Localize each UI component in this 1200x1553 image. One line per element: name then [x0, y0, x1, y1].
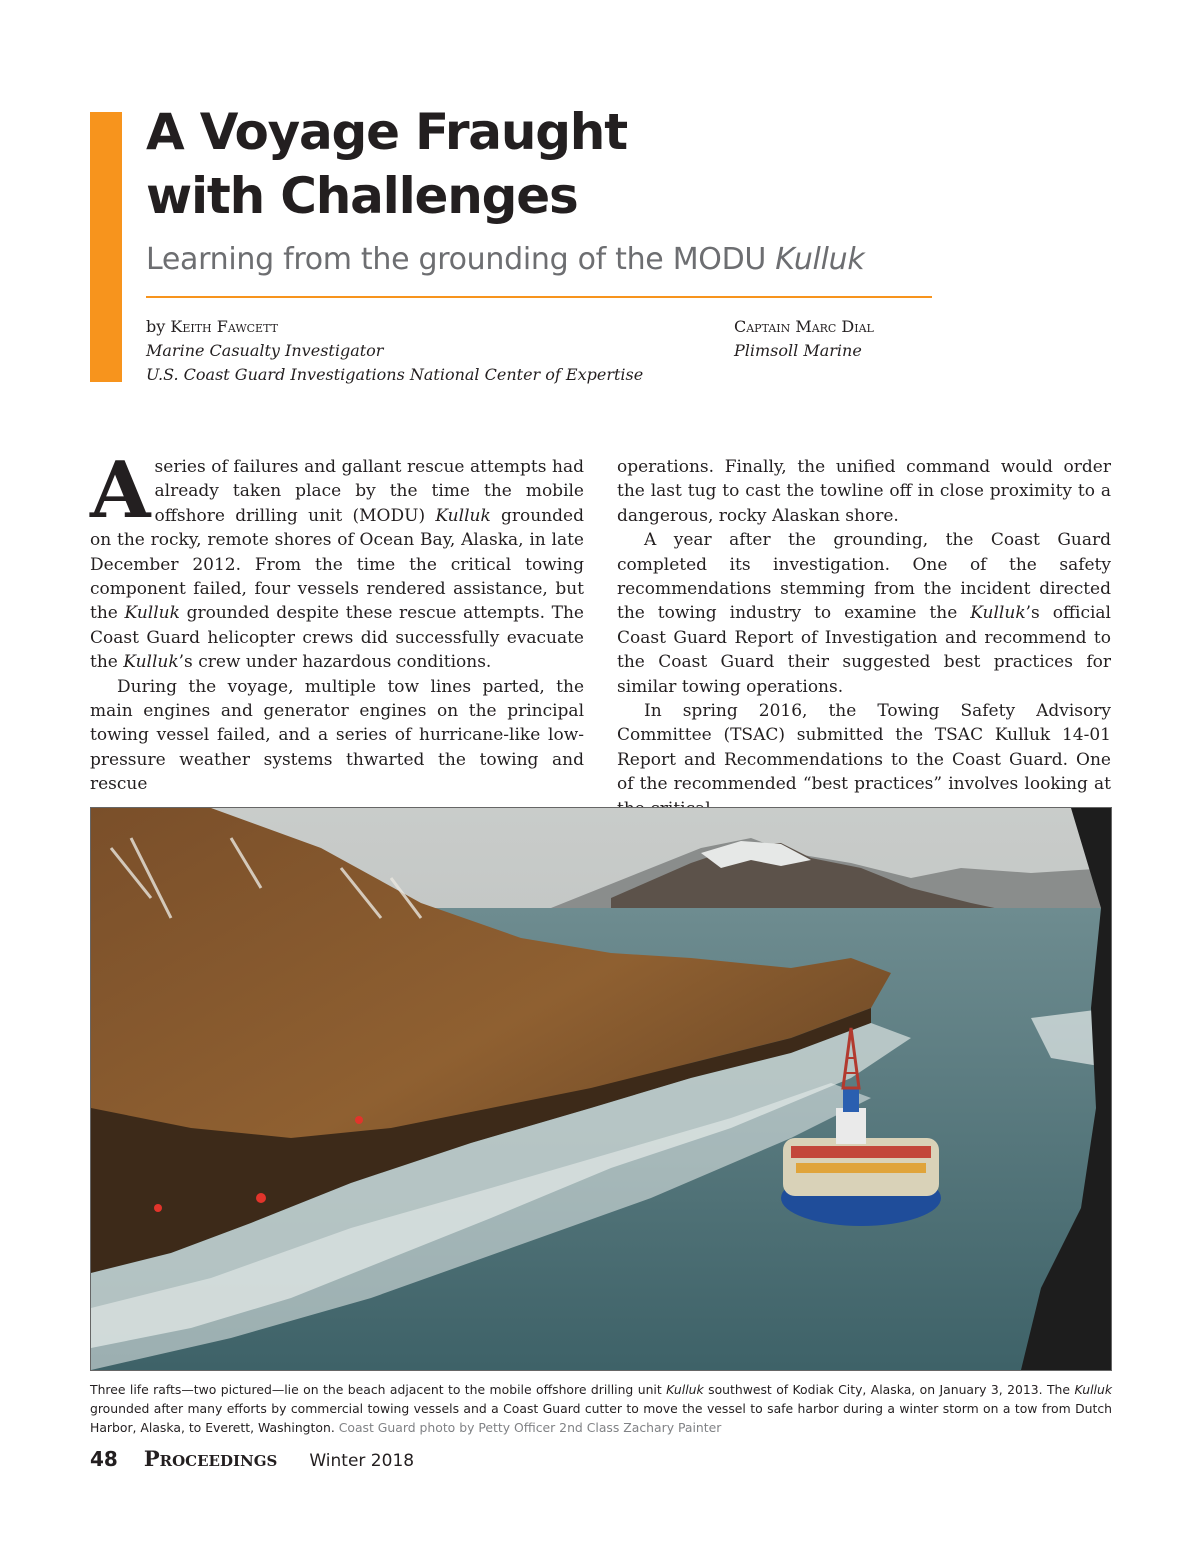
author-1-name: Keith Fawcett: [170, 317, 278, 336]
byline-by: by: [146, 317, 171, 336]
p1-vessel-3: Kulluk: [123, 652, 179, 673]
drop-cap: A: [90, 445, 151, 536]
title-line-1: A Voyage Fraught: [146, 103, 627, 161]
caption-text-c: grounded after many efforts by commercial towing vessels and a Coast Guard cutter to move the vessel to safe harbor during a winter storm on a tow from Dutch Harbor, Alaska, to Everett, Washington.: [90, 1401, 1112, 1435]
accent-bar: [90, 112, 122, 382]
p1-text-d: ’s crew under hazardous conditions.: [178, 652, 492, 673]
p4-text-b: ’s official Coast Guard Report of Investigation and recommend to the Coast Guard their suggested best practices for similar towing operations.: [617, 603, 1111, 697]
publication-name: Proceedings: [143, 1446, 278, 1471]
body-column-left: [90, 445, 585, 797]
title-rule: [146, 296, 932, 298]
author-2-name: Captain Marc Dial: [734, 317, 874, 336]
article-title: [146, 100, 627, 228]
caption-text-b: southwest of Kodiak City, Alaska, on January 3, 2013. The: [703, 1382, 1075, 1397]
article-subtitle: [146, 240, 864, 280]
paragraph-2: During the voyage, multiple tow lines parted, the main engines and generator engines on the principal towing vessel failed, and a series of hurricane-like low-pressure weather systems thwarted the towing and rescue: [90, 676, 584, 795]
subtitle-vessel-name: Kulluk: [775, 242, 865, 277]
issue-date: Winter 2018: [309, 1451, 415, 1471]
byline-author-2: [734, 315, 874, 363]
caption-text-a: Three life rafts—two pictured—lie on the beach adjacent to the mobile offshore drilling unit: [90, 1382, 667, 1397]
author-2-org: Plimsoll Marine: [734, 341, 862, 360]
caption-vessel-1: Kulluk: [666, 1382, 704, 1397]
p1-text-b: grounded on the rocky, remote shores of Ocean Bay, Alaska, in late December 2012. From the time the critical towing component failed, four vessels rendered assistance, but the: [90, 505, 585, 624]
p4-vessel: Kulluk: [970, 603, 1026, 624]
paragraph-1: [90, 445, 585, 675]
title-line-2: with Challenges: [146, 167, 578, 225]
author-1-role: Marine Casualty Investigator: [146, 341, 384, 360]
author-1-org: U.S. Coast Guard Investigations National Center of Expertise: [146, 365, 644, 384]
page-footer: [90, 1446, 414, 1471]
paragraph-5: In spring 2016, the Towing Safety Advisory Committee (TSAC) submitted the TSAC Kulluk 14-01 Report and Recommendations to the Coast Guard. One of the recommended “best practices” involves looking at: [617, 701, 1111, 795]
photo-caption: [90, 1380, 1112, 1437]
byline-author-1: [146, 315, 643, 387]
p1-vessel-2: Kulluk: [124, 603, 180, 624]
p4-text-a: A year after the grounding, the Coast Guard completed its investigation. One of the safety recommendations stemming from the incident directed the towing industry to examine the: [617, 530, 1111, 624]
body-column-right: [617, 455, 1111, 821]
p1-text-a: series of failures and gallant rescue attempts had already taken place by the time the mobile offshore drilling unit (MODU): [154, 457, 584, 526]
photo-credit: Coast Guard photo by Petty Officer 2nd Class Zachary Painter: [334, 1420, 722, 1435]
kulluk-grounding-image: [91, 808, 1111, 1370]
paragraph-4: [617, 528, 1111, 699]
caption-vessel-2: Kulluk: [1074, 1382, 1112, 1397]
p1-text-c: grounded despite these rescue attempts. The Coast Guard helicopter crews did successfully evacuate the: [90, 603, 584, 673]
kulluk-photo: [90, 807, 1112, 1371]
paragraph-3: operations. Finally, the unified command would order the last tug to cast the towline off in close proximity to a dangerous, rocky Alaskan shore.: [617, 457, 1111, 526]
subtitle-text: Learning from the grounding of the MODU: [146, 242, 776, 277]
page-number: 48: [90, 1447, 118, 1471]
p1-vessel-1: Kulluk: [435, 505, 491, 526]
